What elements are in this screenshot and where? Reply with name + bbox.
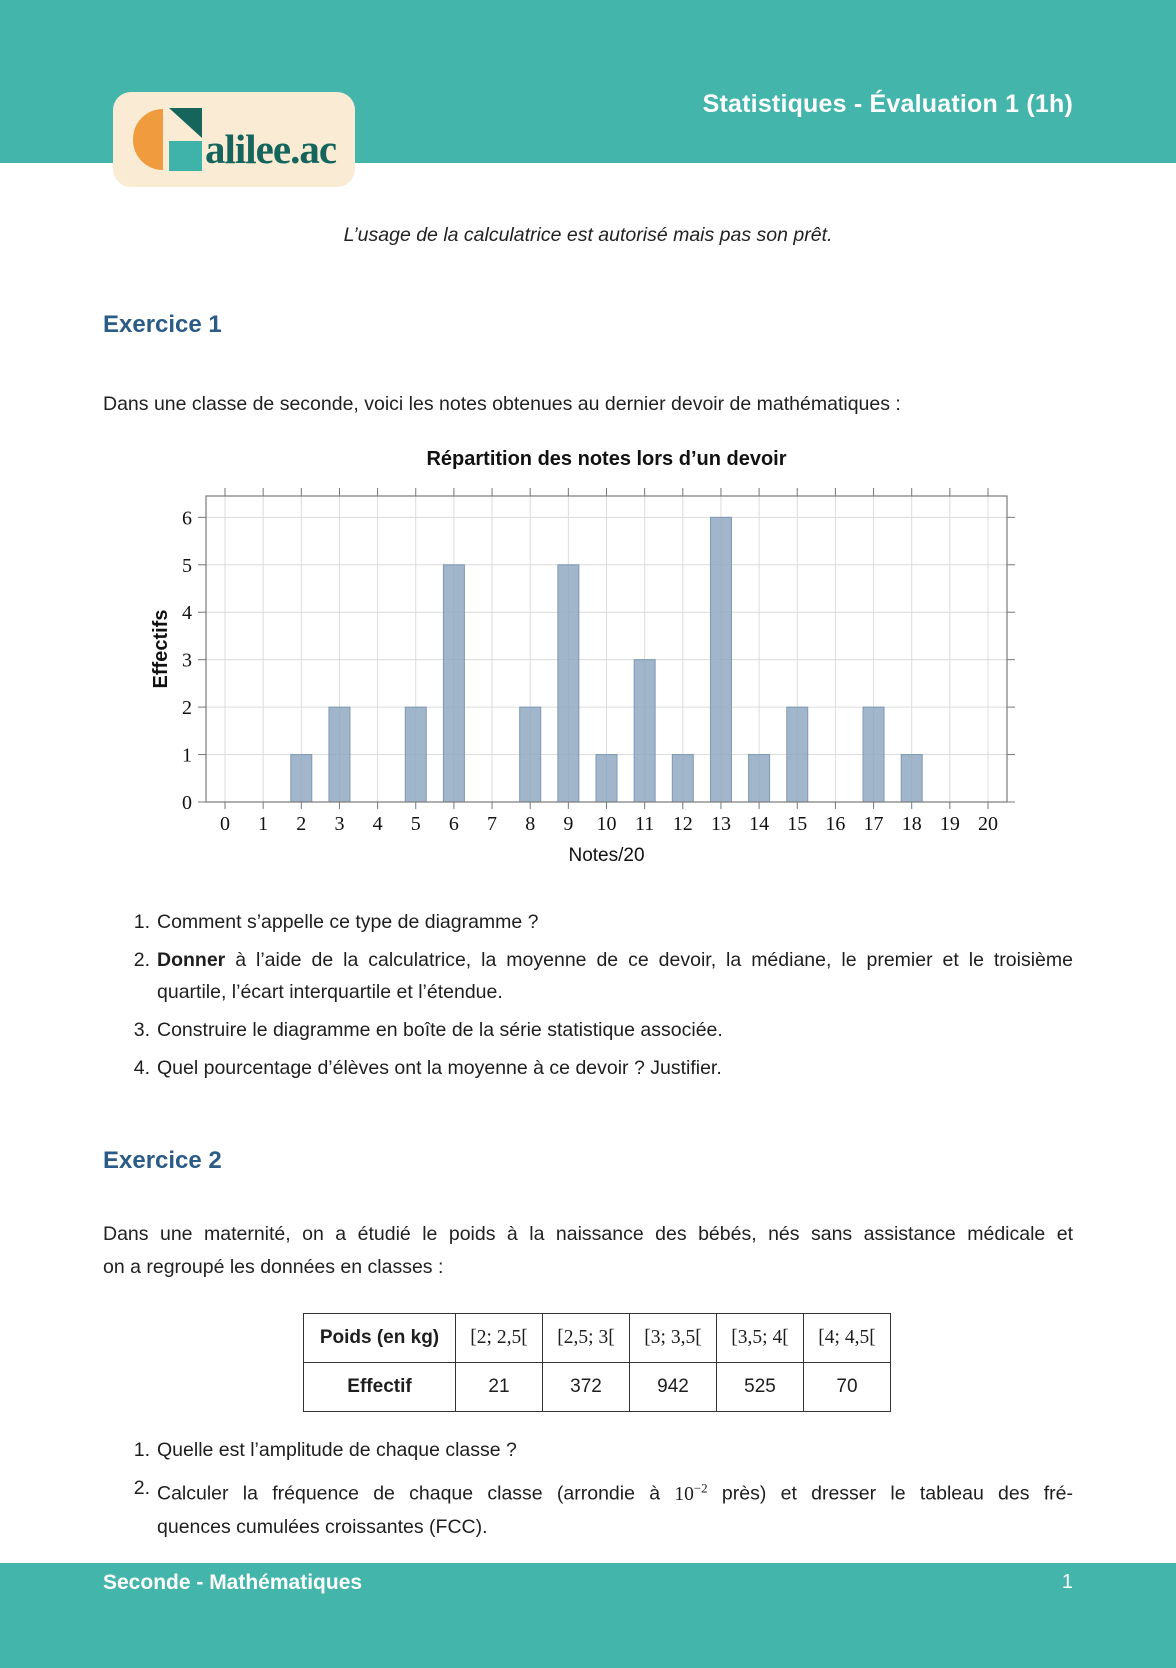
item-number: 2. bbox=[133, 949, 150, 971]
svg-text:Répartition des notes lors d’u: Répartition des notes lors d’un devoir bbox=[426, 448, 787, 470]
question-line: quartile, l’écart interquartile et l’étendue. bbox=[157, 981, 503, 1003]
exercise1-intro: Dans une classe de seconde, voici les notes obtenues au dernier devoir de mathématiques : bbox=[103, 393, 901, 415]
grades-bar-chart bbox=[140, 420, 1040, 868]
question-text bbox=[157, 944, 1073, 1008]
svg-text:4: 4 bbox=[182, 602, 192, 625]
class-interval: [3; 3,5[ bbox=[630, 1314, 717, 1363]
math-power: $10^{-2}$ bbox=[674, 1480, 708, 1505]
logo-triangle-icon bbox=[169, 108, 202, 138]
logo-halfdisc-icon bbox=[133, 109, 163, 170]
page-number: 1 bbox=[1061, 1571, 1073, 1593]
svg-text:8: 8 bbox=[525, 813, 536, 835]
svg-text:3: 3 bbox=[182, 649, 192, 672]
class-interval: [2; 2,5[ bbox=[456, 1314, 543, 1363]
effectif-value: 21 bbox=[456, 1363, 543, 1412]
svg-text:3: 3 bbox=[334, 813, 345, 835]
effectif-value: 372 bbox=[543, 1363, 630, 1412]
item-number: 1. bbox=[133, 1439, 150, 1461]
document-title: Statistiques - Évaluation 1 (1h) bbox=[702, 90, 1073, 118]
intro-line: on a regroupé les données en classes : bbox=[103, 1256, 444, 1278]
svg-text:14: 14 bbox=[749, 813, 770, 835]
svg-text:11: 11 bbox=[635, 813, 655, 835]
svg-text:17: 17 bbox=[863, 813, 884, 835]
logo-square-icon bbox=[169, 141, 202, 171]
list-item bbox=[130, 1052, 1073, 1084]
exercise2-question-list bbox=[130, 1434, 1073, 1549]
svg-text:20: 20 bbox=[978, 813, 998, 835]
list-item bbox=[130, 1014, 1073, 1046]
item-number: 4. bbox=[133, 1057, 150, 1079]
class-interval: [3,5; 4[ bbox=[717, 1314, 804, 1363]
svg-text:6: 6 bbox=[182, 507, 192, 530]
weights-table bbox=[303, 1313, 891, 1412]
question-line: Calculer la fréquence de chaque classe (arrondie à $10^{-2}$ près) et dresser le tableau des fré- bbox=[157, 1480, 1074, 1505]
class-interval: [4; 4,5[ bbox=[804, 1314, 891, 1363]
svg-text:4: 4 bbox=[372, 813, 383, 835]
intro-line: Dans une maternité, on a étudié le poids à la naissance des bébés, nés sans assistance médicale et bbox=[103, 1223, 1073, 1245]
table-row bbox=[304, 1314, 891, 1363]
svg-text:19: 19 bbox=[939, 813, 960, 835]
svg-text:18: 18 bbox=[901, 813, 922, 835]
effectif-value: 70 bbox=[804, 1363, 891, 1412]
item-number: 2. bbox=[133, 1477, 150, 1499]
effectif-value: 942 bbox=[630, 1363, 717, 1412]
item-number: 1. bbox=[133, 911, 150, 933]
svg-text:1: 1 bbox=[182, 744, 192, 767]
svg-text:16: 16 bbox=[825, 813, 846, 835]
calculator-note: L’usage de la calculatrice est autorisé mais pas son prêt. bbox=[343, 224, 833, 246]
svg-text:10: 10 bbox=[596, 813, 617, 835]
list-item bbox=[130, 1472, 1073, 1543]
list-item bbox=[130, 906, 1073, 938]
svg-text:5: 5 bbox=[182, 554, 192, 577]
list-item bbox=[130, 944, 1073, 1008]
svg-text:0: 0 bbox=[220, 813, 230, 835]
list-item bbox=[130, 1434, 1073, 1466]
table-row bbox=[304, 1363, 891, 1412]
svg-text:9: 9 bbox=[563, 813, 574, 835]
logo-wordmark: alilee.ac bbox=[205, 126, 337, 172]
svg-text:13: 13 bbox=[710, 813, 731, 835]
footer-course-label: Seconde - Mathématiques bbox=[103, 1571, 363, 1594]
class-interval: [2,5; 3[ bbox=[543, 1314, 630, 1363]
item-number: 3. bbox=[133, 1019, 150, 1041]
svg-text:2: 2 bbox=[182, 697, 192, 720]
svg-text:1: 1 bbox=[258, 813, 269, 835]
row-header: Poids (en kg) bbox=[304, 1314, 456, 1363]
svg-text:6: 6 bbox=[448, 813, 459, 835]
exercise2-heading: Exercice 2 bbox=[103, 1147, 222, 1174]
question-text: Quelle est l’amplitude de chaque classe ? bbox=[157, 1439, 517, 1461]
question-text: Construire le diagramme en boîte de la série statistique associée. bbox=[157, 1019, 723, 1041]
svg-text:0: 0 bbox=[182, 792, 192, 814]
exercise1-heading: Exercice 1 bbox=[103, 311, 222, 338]
question-text: Comment s’appelle ce type de diagramme ? bbox=[157, 911, 539, 933]
svg-text:5: 5 bbox=[410, 813, 421, 835]
svg-text:7: 7 bbox=[487, 813, 498, 835]
exercise2-intro bbox=[103, 1218, 1073, 1284]
svg-text:15: 15 bbox=[787, 813, 808, 835]
svg-text:12: 12 bbox=[672, 813, 693, 835]
svg-text:Notes/20: Notes/20 bbox=[568, 845, 645, 866]
svg-text:2: 2 bbox=[296, 813, 307, 835]
question-line: quences cumulées croissantes (FCC). bbox=[157, 1515, 488, 1538]
svg-text:Effectifs: Effectifs bbox=[150, 609, 172, 689]
logo bbox=[113, 92, 355, 187]
question-text: Quel pourcentage d’élèves ont la moyenne à ce devoir ? Justifier. bbox=[157, 1057, 722, 1079]
effectif-value: 525 bbox=[717, 1363, 804, 1412]
question-line: Donner à l’aide de la calculatrice, la moyenne de ce devoir, la médiane, le premier et le troisième bbox=[157, 949, 1073, 971]
row-header: Effectif bbox=[304, 1363, 456, 1412]
question-text bbox=[157, 1472, 1073, 1543]
exercise1-question-list bbox=[130, 906, 1073, 1090]
